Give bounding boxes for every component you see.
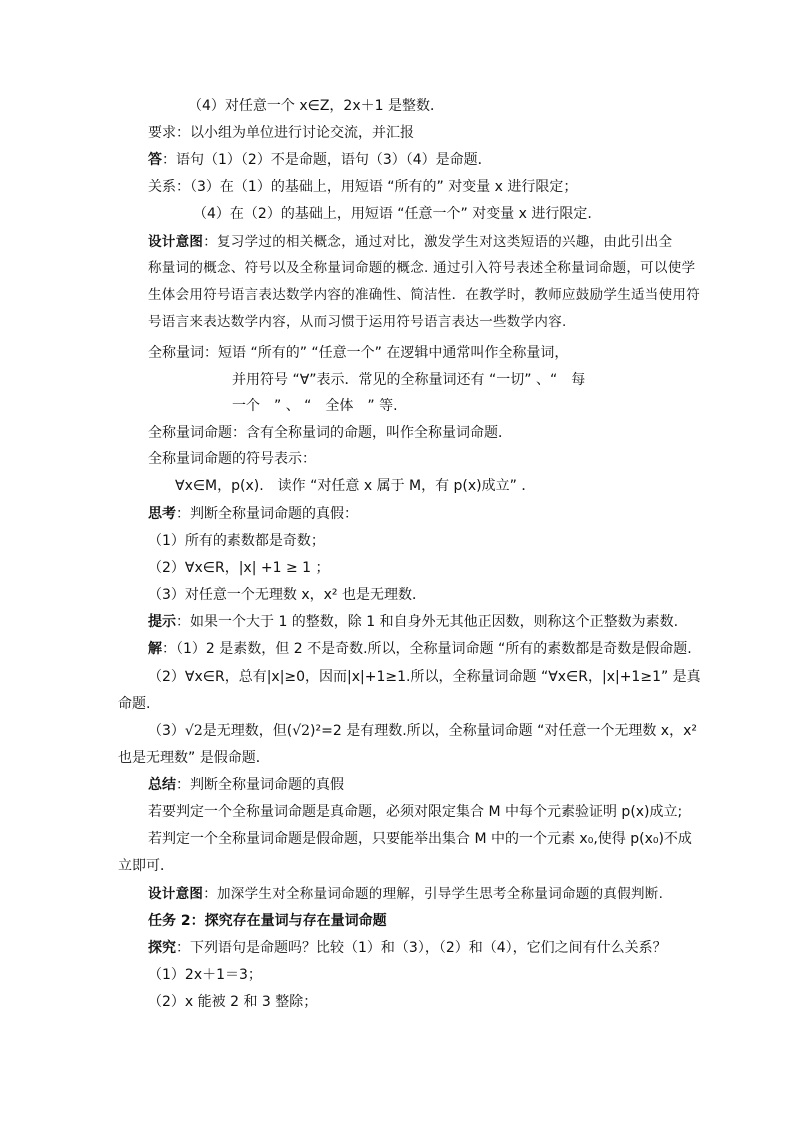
think-label: 思考 bbox=[148, 506, 176, 522]
solution-label: 解 bbox=[148, 641, 162, 657]
text-line: （4）对任意一个 x∈Z，2x＋1 是整数． bbox=[188, 98, 444, 114]
text-line: 一个 ” 、 “ 全体 ” 等. bbox=[232, 398, 398, 414]
section-heading: 任务 2：探究存在量词与存在量词命题 bbox=[148, 913, 387, 929]
text-line: 并用符号 “∀”表示．常见的全称量词还有 “一切” 、“ 每 bbox=[232, 372, 586, 388]
text-line: 也是无理数” 是假命题． bbox=[118, 750, 270, 766]
design-intent-label: 设计意图 bbox=[148, 886, 204, 902]
text-line bbox=[148, 505, 358, 523]
text-line: 全称量词命题：含有全称量词的命题，叫作全称量词命题． bbox=[148, 425, 512, 441]
solution-part: 是无理数，但( bbox=[202, 723, 293, 739]
design-intent-line: 称量词的概念、符号以及全称量词命题的概念. 通过引入符号表述全称量词命题，可以使学 bbox=[148, 260, 696, 276]
text-line: （4）在（2）的基础上，用短语 “任意一个” 对变量 x 进行限定. bbox=[193, 206, 592, 222]
design-intent-text: ：加深学生对全称量词命题的理解，引导学生思考全称量词命题的真假判断. bbox=[203, 886, 664, 902]
solution-part: （3） bbox=[148, 723, 185, 739]
design-intent-label: 设计意图 bbox=[148, 234, 204, 250]
answer-text: ：语句（1）（2）不是命题，语句（3）（4）是命题． bbox=[162, 152, 492, 168]
text-line: （2）∀x∈R，总有|x|≥0，因而|x|+1≥1.所以，全称量词命题 “∀x∈R，|x|+1≥1” 是真 bbox=[148, 669, 701, 685]
text-line bbox=[148, 776, 344, 794]
text-line: 若判定一个全称量词命题是假命题，只要能举出集合 M 中的一个元素 x₀,使得 p(x₀)不成 bbox=[148, 831, 692, 847]
formula-line: ∀x∈M，p(x). 读作 “对任意 x 属于 M，有 p(x)成立” ． bbox=[175, 478, 536, 494]
hint-label: 提示 bbox=[148, 614, 176, 630]
sqrt-symbol: √2 bbox=[292, 723, 311, 739]
text-line bbox=[148, 613, 678, 631]
text-line: 全称量词：短语 “所有的” “任意一个” 在逻辑中通常叫作全称量词， bbox=[148, 345, 569, 361]
summary-text: ：判断全称量词命题的真假 bbox=[176, 777, 344, 793]
answer-label: 答 bbox=[148, 152, 162, 168]
text-line bbox=[148, 640, 692, 658]
solution-part: )²=2 是有理数.所以，全称量词命题 “对任意一个无理数 x，x² bbox=[310, 723, 697, 739]
solution-text: ：（1）2 是素数，但 2 不是奇数.所以，全称量词命题 “所有的素数都是奇数是假命题. bbox=[162, 641, 692, 657]
text-line bbox=[148, 939, 667, 957]
design-intent-line: 号语言来表达数学内容，从而习惯于运用符号语言表达一些数学内容. bbox=[148, 314, 567, 330]
text-line: （2）∀x∈R，|x| +1 ≥ 1 ； bbox=[148, 560, 330, 576]
explore-label: 探究 bbox=[148, 940, 176, 956]
text-line: （3）对任意一个无理数 x，x² 也是无理数． bbox=[148, 587, 426, 603]
text-line: 关系：（3）在（1）的基础上，用短语 “所有的” 对变量 x 进行限定； bbox=[148, 179, 578, 195]
design-intent-text: ：复习学过的相关概念，通过对比，激发学生对这类短语的兴趣，由此引出全 bbox=[203, 234, 673, 250]
text-line: 命题. bbox=[118, 696, 151, 712]
explore-text: ：下列语句是命题吗？比较（1）和（3），（2）和（4），它们之间有什么关系？ bbox=[176, 940, 667, 956]
hint-text: ：如果一个大于 1 的整数，除 1 和自身外无其他正因数，则称这个正整数为素数. bbox=[176, 614, 679, 630]
design-intent-line: 生体会用符号语言表达数学内容的准确性、简洁性．在教学时，教师应鼓励学生适当使用符 bbox=[148, 287, 700, 303]
text-line: 全称量词命题的符号表示： bbox=[148, 451, 316, 467]
design-intent-line bbox=[148, 233, 672, 251]
text-line: 要求：以小组为单位进行讨论交流，并汇报 bbox=[148, 125, 414, 141]
text-line: （1）所有的素数都是奇数； bbox=[148, 533, 325, 549]
text-line bbox=[148, 722, 697, 740]
text-line: 若要判定一个全称量词命题是真命题，必须对限定集合 M 中每个元素验证明 p(x)成立; bbox=[148, 804, 683, 820]
sqrt-symbol: √2 bbox=[184, 723, 203, 739]
think-text: ：判断全称量词命题的真假： bbox=[176, 506, 358, 522]
summary-label: 总结 bbox=[148, 777, 176, 793]
text-line: （1）2x＋1＝3； bbox=[148, 967, 262, 983]
text-line: 立即可． bbox=[118, 858, 174, 874]
design-intent-line bbox=[148, 885, 663, 903]
text-line: （2）x 能被 2 和 3 整除； bbox=[148, 994, 318, 1010]
text-line bbox=[148, 151, 492, 169]
